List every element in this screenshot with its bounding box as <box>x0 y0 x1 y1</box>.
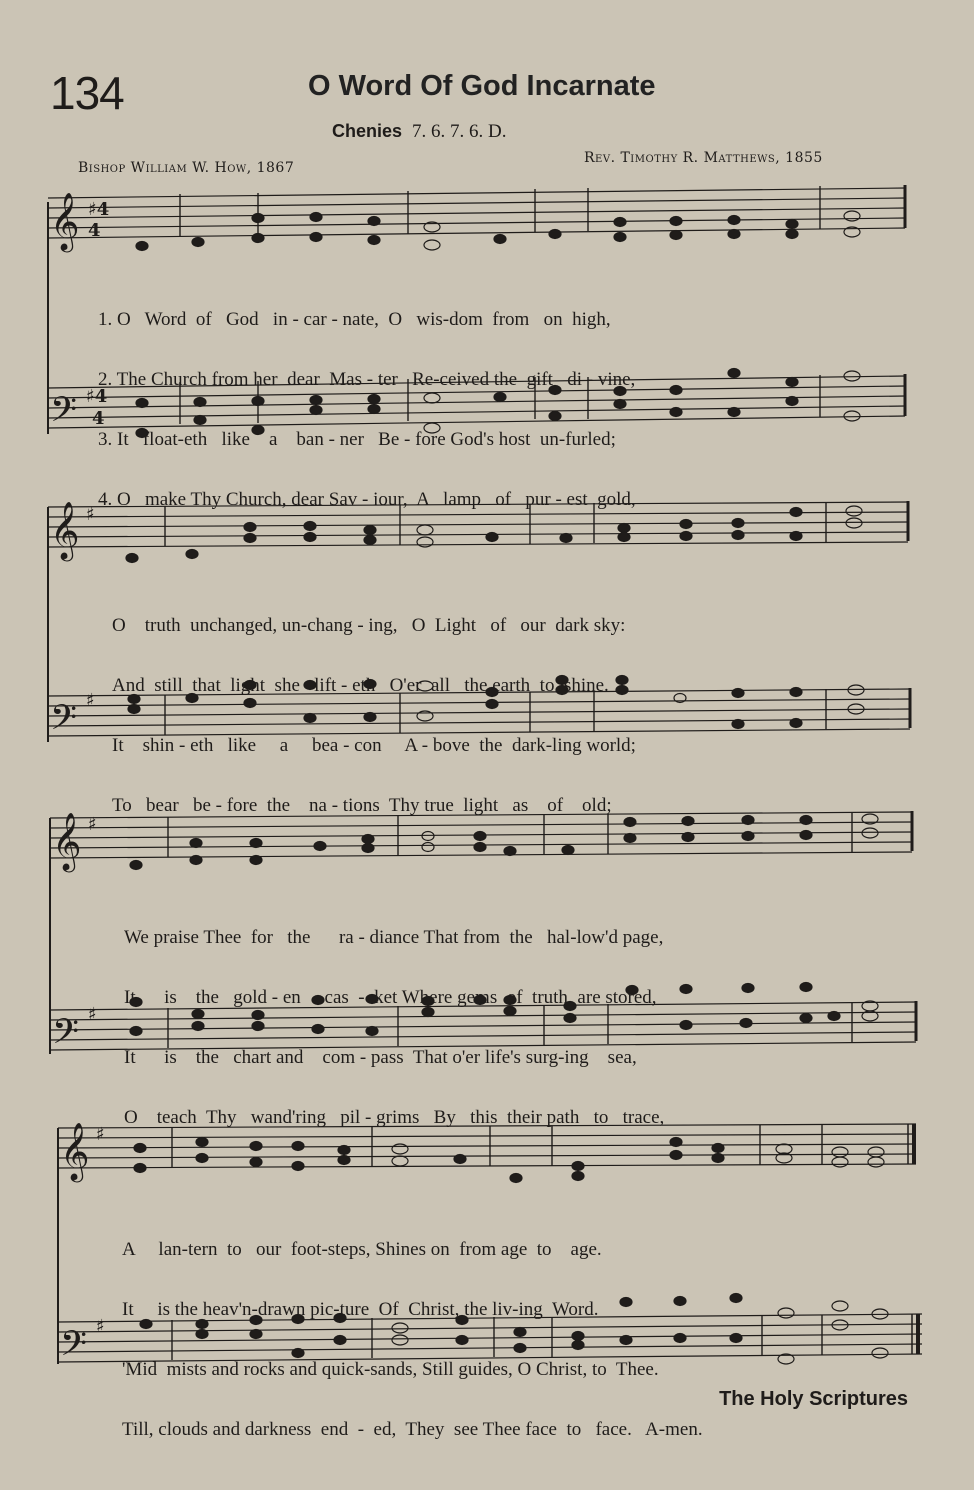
author-credit: Bishop William W. How, 1867 <box>78 160 295 176</box>
svg-text:♯: ♯ <box>96 1124 105 1145</box>
lyric-line: And still that light she lift - eth O'er all the earth to shine. <box>112 675 609 696</box>
lyric-line: It is the gold - en cas - ket Where gems of truth are stored, <box>124 987 657 1008</box>
svg-text:♯: ♯ <box>88 1004 97 1025</box>
lyric-line: It is the heav'n-drawn pic-ture Of Christ, the liv-ing Word. <box>122 1299 599 1320</box>
svg-text:𝄞: 𝄞 <box>50 501 80 559</box>
lyric-line: O truth unchanged, un-chang - ing, O Light of our dark sky: <box>112 615 626 636</box>
verse-block-4 <box>122 1200 703 1480</box>
lyric-line: It shin - eth like a bea - con A - bove the dark-ling world; <box>112 735 636 756</box>
lyric-line: 'Mid mists and rocks and quick-sands, Still guides, O Christ, to Thee. <box>122 1359 659 1380</box>
tune-name: Chenies <box>332 121 403 141</box>
meter: 7. 6. 7. 6. D. <box>412 121 507 142</box>
lyric-line: 1. O Word of God in - car - nate, O wis-dom from on high, <box>98 309 611 330</box>
svg-text:𝄢: 𝄢 <box>60 1323 88 1372</box>
svg-text:♯: ♯ <box>86 504 95 525</box>
tune-line <box>332 121 507 143</box>
svg-text:4: 4 <box>92 408 105 429</box>
topic-footer: The Holy Scriptures <box>719 1388 908 1410</box>
svg-text:𝄞: 𝄞 <box>50 192 80 250</box>
svg-text:𝄢: 𝄢 <box>52 1011 80 1060</box>
treble-staff <box>48 188 905 238</box>
svg-text:♯4: ♯4 <box>86 386 108 407</box>
composer-credit: Rev. Timothy R. Matthews, 1855 <box>584 150 823 166</box>
svg-text:𝄢: 𝄢 <box>50 389 78 438</box>
lyric-line: 3. It float-eth like a ban - ner Be - fore God's host un-furled; <box>98 429 616 450</box>
svg-text:𝄞: 𝄞 <box>52 812 82 870</box>
lyric-line: A lan-tern to our foot-steps, Shines on from age to age. <box>122 1239 602 1260</box>
lyric-line: We praise Thee for the ra - diance That from the hal-low'd page, <box>124 927 664 948</box>
svg-text:4: 4 <box>88 220 101 241</box>
lyric-line: Till, clouds and darkness end - ed, They see Thee face to face. A-men. <box>122 1419 703 1440</box>
hymn-title: O Word Of God Incarnate <box>308 70 656 102</box>
lyric-line: 4. O make Thy Church, dear Sav - iour, A lamp of pur - est gold, <box>98 489 636 510</box>
svg-text:♯4: ♯4 <box>88 199 110 220</box>
lyric-line: O teach Thy wand'ring pil - grims By this their path to trace, <box>124 1107 665 1128</box>
hymn-number: 134 <box>50 67 124 119</box>
svg-text:♯: ♯ <box>96 1316 105 1337</box>
lyric-line: 2. The Church from her dear Mas - ter Re-ceived the gift di - vine, <box>98 369 636 390</box>
svg-text:♯: ♯ <box>86 690 95 711</box>
svg-text:♯: ♯ <box>88 814 97 835</box>
treble-staff <box>48 502 908 547</box>
svg-text:𝄞: 𝄞 <box>60 1122 90 1180</box>
lyric-line: To bear be - fore the na - tions Thy true light as of old; <box>112 795 612 816</box>
lyric-line: It is the chart and com - pass That o'er life's surg-ing sea, <box>124 1047 637 1068</box>
svg-text:𝄢: 𝄢 <box>50 697 78 746</box>
treble-staff <box>58 1124 916 1168</box>
